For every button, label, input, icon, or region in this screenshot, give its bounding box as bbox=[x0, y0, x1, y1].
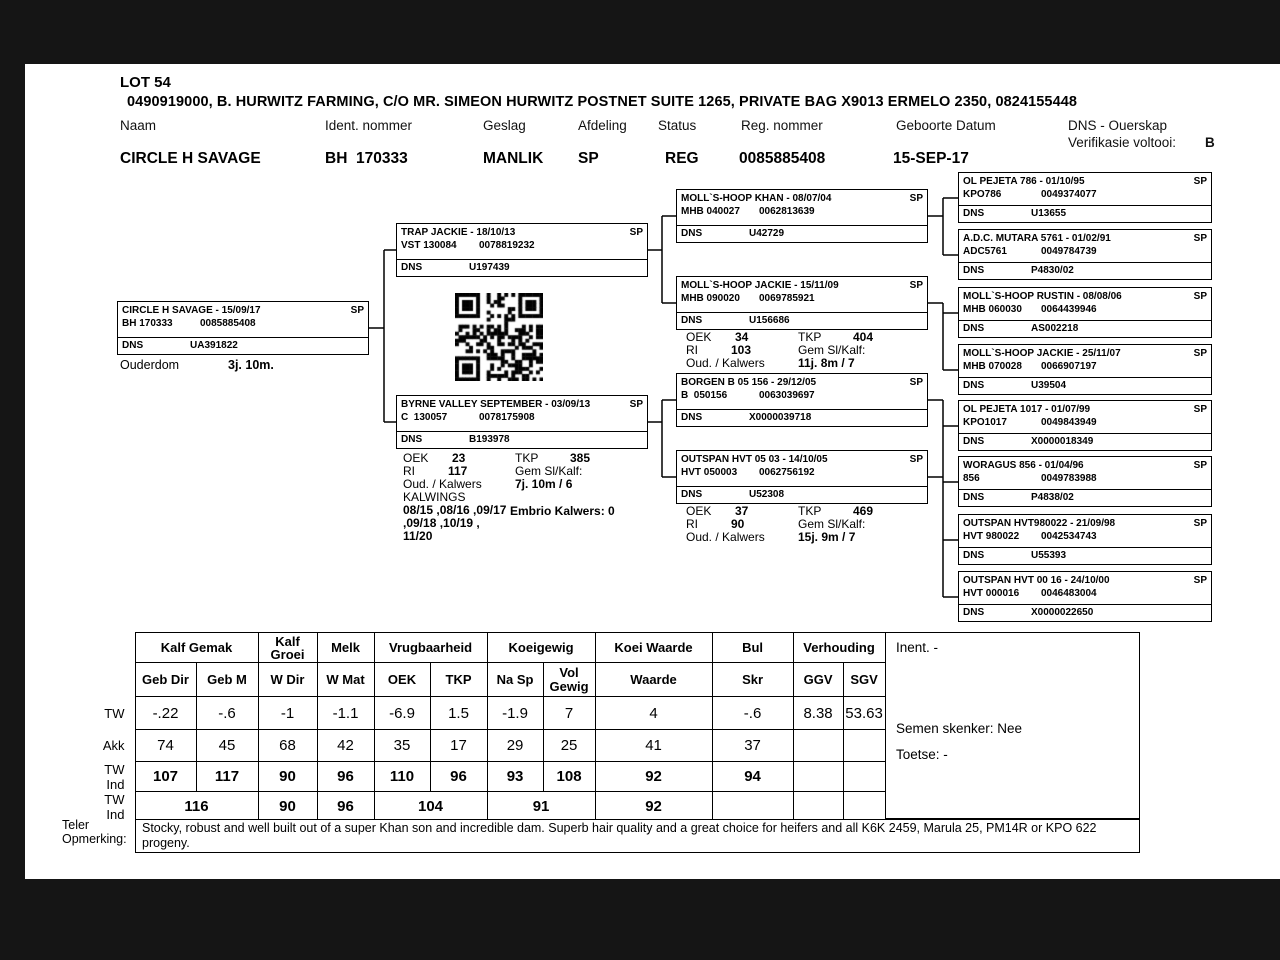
tkp-value: 404 bbox=[853, 330, 874, 344]
ebv-cell: 90 bbox=[258, 792, 317, 822]
oek-label: OEK bbox=[686, 330, 712, 344]
oek-value: 37 bbox=[735, 504, 749, 518]
dns-value: UA391822 bbox=[190, 339, 238, 351]
sp-badge: SP bbox=[1193, 291, 1207, 302]
pedigree-box-ggp-1 bbox=[958, 172, 1212, 223]
animal-id: KPO786 bbox=[963, 188, 1002, 200]
breeder-remark-text: Stocky, robust and well built out of a super Khan son and incredible dam. Superb hair quality and a great choice for heifers and all K6K 2459, Marula 25, PM14R or KPO 622 progeny. bbox=[135, 819, 1140, 853]
label-ident-nommer: Ident. nommer bbox=[325, 118, 413, 133]
label-geboorte-datum: Geboorte Datum bbox=[896, 118, 996, 133]
pedigree-box-ggp-6 bbox=[958, 456, 1212, 507]
dns-label: DNS bbox=[963, 322, 985, 334]
remark-label-line1: Teler bbox=[62, 818, 90, 832]
dns-label: DNS bbox=[963, 549, 985, 561]
dns-label: DNS bbox=[963, 435, 985, 447]
ouderdom-value: 3j. 10m. bbox=[228, 358, 274, 372]
ebv-group-header: Kalf Gemak bbox=[135, 633, 258, 663]
dns-value: U42729 bbox=[749, 227, 785, 239]
animal-reg: 0085885408 bbox=[200, 317, 256, 329]
animal-reg: 0069785921 bbox=[759, 292, 815, 304]
value-status: REG bbox=[665, 150, 699, 167]
oek-value: 23 bbox=[452, 451, 466, 465]
ri-label: RI bbox=[686, 517, 698, 531]
sp-badge: SP bbox=[909, 193, 923, 204]
ebv-cell bbox=[793, 730, 843, 762]
label-afdeling: Afdeling bbox=[578, 118, 627, 133]
animal-id: MHB 090020 bbox=[681, 292, 740, 304]
ebv-cell: -6.9 bbox=[374, 697, 430, 730]
pedigree-box-ggp-8 bbox=[958, 571, 1212, 622]
ebv-cell: 92 bbox=[595, 762, 712, 792]
animal-name: A.D.C. MUTARA 5761 - 01/02/91 bbox=[963, 233, 1111, 244]
animal-id: MHB 070028 bbox=[963, 360, 1022, 372]
letterbox-bottom bbox=[0, 879, 1280, 960]
ebv-group-header: Koei Waarde bbox=[595, 633, 712, 663]
remark-label bbox=[62, 818, 127, 846]
ebv-group-header: Vrugbaarheid bbox=[374, 633, 487, 663]
ebv-group-header: Melk bbox=[317, 633, 374, 663]
sp-badge: SP bbox=[909, 377, 923, 388]
ebv-cell bbox=[843, 730, 885, 762]
animal-name: BYRNE VALLEY SEPTEMBER - 03/09/13 bbox=[401, 399, 591, 410]
dns-label: DNS bbox=[963, 491, 985, 503]
pedigree-box-gp-dam-sire bbox=[676, 373, 928, 427]
ebv-cell: 91 bbox=[487, 792, 595, 822]
gem-label: Gem Sl/Kalf: bbox=[798, 517, 866, 531]
label-reg-nommer: Reg. nommer bbox=[741, 118, 823, 133]
ebv-cell: 96 bbox=[317, 792, 374, 822]
ebv-row-label: TW Ind bbox=[104, 761, 125, 792]
label-status: Status bbox=[658, 118, 697, 133]
ebv-cell: 8.38 bbox=[793, 697, 843, 730]
animal-reg: 0042534743 bbox=[1041, 530, 1097, 542]
animal-name: MOLL`S-HOOP JACKIE - 25/11/07 bbox=[963, 348, 1121, 359]
ebv-cell: 4 bbox=[595, 697, 712, 730]
pedigree-box-gp-sire-dam bbox=[676, 276, 928, 330]
animal-id: C 130057 bbox=[401, 411, 448, 423]
dns-value: X0000022650 bbox=[1031, 606, 1094, 618]
ebv-group-header: Kalf Groei bbox=[258, 633, 317, 663]
gem-label: Gem Sl/Kalf: bbox=[515, 464, 583, 478]
animal-reg: 0078819232 bbox=[479, 239, 535, 251]
dam-stats bbox=[403, 452, 590, 491]
sp-badge: SP bbox=[1193, 460, 1207, 471]
ebv-cell: 41 bbox=[595, 730, 712, 762]
ebv-cell: -1.9 bbox=[487, 697, 543, 730]
animal-reg: 0062756192 bbox=[759, 466, 815, 478]
animal-id: HVT 050003 bbox=[681, 466, 738, 478]
ebv-col-header: Na Sp bbox=[487, 663, 543, 697]
ebv-cell: -1 bbox=[258, 697, 317, 730]
owner-address-line: 0490919000, B. HURWITZ FARMING, C/O MR. SIMEON HURWITZ POSTNET SUITE 1265, PRIVATE BAG X9013 ERMELO 2350, 0824155448 bbox=[127, 94, 1078, 110]
oud-value: 15j. 9m / 7 bbox=[798, 530, 856, 544]
ebv-cell: 96 bbox=[317, 762, 374, 792]
value-naam: CIRCLE H SAVAGE bbox=[120, 150, 261, 167]
sp-badge: SP bbox=[350, 305, 364, 316]
ebv-cell: 53.63 bbox=[843, 697, 885, 730]
animal-name: CIRCLE H SAVAGE - 15/09/17 bbox=[122, 305, 261, 316]
animal-id: VST 130084 bbox=[401, 239, 457, 251]
verifikasie-value: B bbox=[1205, 135, 1215, 150]
ebv-cell bbox=[843, 762, 885, 792]
dns-value: X0000018349 bbox=[1031, 435, 1094, 447]
ebv-cell bbox=[712, 792, 793, 822]
animal-name: MOLL`S-HOOP JACKIE - 15/11/09 bbox=[681, 280, 839, 291]
ebv-cell: -.6 bbox=[712, 697, 793, 730]
pedigree-box-subject bbox=[117, 301, 369, 355]
ebv-cell: 45 bbox=[196, 730, 258, 762]
sp-badge: SP bbox=[629, 227, 643, 238]
label-geslag: Geslag bbox=[483, 118, 526, 133]
ebv-cell: 92 bbox=[595, 792, 712, 822]
animal-name: OUTSPAN HVT 05 03 - 14/10/05 bbox=[681, 454, 828, 465]
dns-label: DNS bbox=[963, 207, 985, 219]
dns-value: U52308 bbox=[749, 488, 785, 500]
ebv-col-header: W Dir bbox=[258, 663, 317, 697]
pedigree-box-dam bbox=[396, 395, 648, 449]
dns-label: DNS bbox=[401, 433, 423, 445]
tkp-label: TKP bbox=[798, 330, 822, 344]
dns-label: DNS bbox=[122, 339, 144, 351]
dns-label: DNS bbox=[681, 411, 703, 423]
animal-reg: 0049374077 bbox=[1041, 188, 1097, 200]
gp-dam-dam-stats bbox=[686, 505, 873, 544]
ebv-group-header: Koeigewig bbox=[487, 633, 595, 663]
ebv-cell: -1.1 bbox=[317, 697, 374, 730]
ebv-cell: 104 bbox=[374, 792, 487, 822]
ebv-col-header: Geb Dir bbox=[135, 663, 196, 697]
oek-value: 34 bbox=[735, 330, 749, 344]
animal-id: HVT 000016 bbox=[963, 587, 1020, 599]
ebv-cell: 94 bbox=[712, 762, 793, 792]
dns-value: U55393 bbox=[1031, 549, 1067, 561]
tkp-label: TKP bbox=[515, 451, 539, 465]
animal-id: HVT 980022 bbox=[963, 530, 1020, 542]
pedigree-box-gp-dam-dam bbox=[676, 450, 928, 504]
dns-label: DNS bbox=[681, 227, 703, 239]
animal-name: OL PEJETA 1017 - 01/07/99 bbox=[963, 404, 1091, 415]
value-geboorte-datum: 15-SEP-17 bbox=[893, 150, 969, 167]
ebv-cell: 96 bbox=[430, 762, 487, 792]
ebv-cell: -.6 bbox=[196, 697, 258, 730]
animal-id: BH 170333 bbox=[122, 317, 173, 329]
dns-value: AS002218 bbox=[1031, 322, 1079, 334]
lot-number: LOT 54 bbox=[120, 74, 171, 91]
toetse-line: Toetse: - bbox=[896, 747, 948, 762]
ebv-cell: 25 bbox=[543, 730, 595, 762]
sp-badge: SP bbox=[1193, 404, 1207, 415]
info-panel bbox=[885, 632, 1140, 819]
oud-value: 11j. 8m / 7 bbox=[798, 356, 855, 370]
animal-reg: 0049783988 bbox=[1041, 472, 1097, 484]
sp-badge: SP bbox=[629, 399, 643, 410]
dns-value: P4830/02 bbox=[1031, 264, 1074, 276]
letterbox-left bbox=[0, 64, 25, 879]
value-ident-nommer: BH 170333 bbox=[325, 150, 408, 167]
value-geslag: MANLIK bbox=[483, 150, 544, 167]
animal-reg: 0049843949 bbox=[1041, 416, 1097, 428]
inent-line: Inent. - bbox=[896, 640, 939, 655]
label-verifikasie: Verifikasie voltooi: bbox=[1068, 135, 1177, 150]
dns-value: B193978 bbox=[469, 433, 510, 445]
ebv-cell: 116 bbox=[135, 792, 258, 822]
animal-id: MHB 060030 bbox=[963, 303, 1022, 315]
ri-value: 117 bbox=[448, 464, 468, 478]
ebv-cell: 93 bbox=[487, 762, 543, 792]
dns-label: DNS bbox=[681, 314, 703, 326]
ri-value: 103 bbox=[731, 343, 752, 357]
pedigree-box-sire bbox=[396, 223, 648, 277]
pedigree-box-ggp-7 bbox=[958, 514, 1212, 565]
animal-name: OUTSPAN HVT 00 16 - 24/10/00 bbox=[963, 575, 1110, 586]
ebv-row-label: TW Ind bbox=[104, 791, 125, 822]
sp-badge: SP bbox=[1193, 348, 1207, 359]
label-naam: Naam bbox=[120, 118, 157, 133]
animal-reg: 0049784739 bbox=[1041, 245, 1097, 257]
kalwings-block bbox=[403, 491, 506, 543]
animal-id: 856 bbox=[963, 472, 980, 484]
sp-badge: SP bbox=[1193, 233, 1207, 244]
ebv-cell: 110 bbox=[374, 762, 430, 792]
ri-value: 90 bbox=[731, 517, 745, 531]
dns-label: DNS bbox=[963, 264, 985, 276]
dns-label: DNS bbox=[963, 606, 985, 618]
ebv-cell: 42 bbox=[317, 730, 374, 762]
ebv-cell: 74 bbox=[135, 730, 196, 762]
oud-label: Oud. / Kalwers bbox=[686, 356, 765, 370]
animal-reg: 0066907197 bbox=[1041, 360, 1097, 372]
ebv-cell: 68 bbox=[258, 730, 317, 762]
dns-value: U39504 bbox=[1031, 379, 1067, 391]
semen-skenker-line: Semen skenker: Nee bbox=[896, 721, 1023, 736]
ebv-col-header: SGV bbox=[843, 663, 885, 697]
kalwings-dates: ,09/18 ,10/19 , bbox=[403, 516, 480, 530]
ebv-row-label: TW bbox=[104, 705, 125, 721]
ebv-cell: 108 bbox=[543, 762, 595, 792]
gem-label: Gem Sl/Kalf: bbox=[798, 343, 866, 357]
ebv-cell: 107 bbox=[135, 762, 196, 792]
value-afdeling: SP bbox=[578, 150, 599, 167]
kalwings-label: KALWINGS bbox=[403, 490, 466, 504]
dns-value: X0000039718 bbox=[749, 411, 812, 423]
ebv-col-header: Vol Gewig bbox=[543, 663, 595, 697]
embrio-kalwers: Embrio Kalwers: 0 bbox=[510, 504, 615, 518]
animal-id: MHB 040027 bbox=[681, 205, 740, 217]
ebv-col-header: W Mat bbox=[317, 663, 374, 697]
animal-reg: 0046483004 bbox=[1041, 587, 1097, 599]
animal-id: KPO1017 bbox=[963, 416, 1007, 428]
animal-name: OUTSPAN HVT980022 - 21/09/98 bbox=[963, 518, 1116, 529]
animal-id: B 050156 bbox=[681, 389, 728, 401]
dns-value: U156686 bbox=[749, 314, 790, 326]
tkp-label: TKP bbox=[798, 504, 822, 518]
animal-reg: 0078175908 bbox=[479, 411, 535, 423]
pedigree-box-ggp-5 bbox=[958, 400, 1212, 451]
kalwings-dates: 08/15 ,08/16 ,09/17 bbox=[403, 503, 507, 517]
ebv-cell: 29 bbox=[487, 730, 543, 762]
letterbox-top bbox=[0, 0, 1280, 64]
animal-name: BORGEN B 05 156 - 29/12/05 bbox=[681, 377, 817, 388]
ebv-table bbox=[87, 632, 886, 822]
animal-id: ADC5761 bbox=[963, 245, 1007, 257]
animal-name: MOLL`S-HOOP RUSTIN - 08/08/06 bbox=[963, 291, 1122, 302]
ebv-col-header: GGV bbox=[793, 663, 843, 697]
oud-value: 7j. 10m / 6 bbox=[515, 477, 573, 491]
label-dns-ouerskap: DNS - Ouerskap bbox=[1068, 118, 1168, 133]
ebv-cell: 35 bbox=[374, 730, 430, 762]
remark-label-line2: Opmerking: bbox=[62, 832, 127, 846]
pedigree-box-ggp-3 bbox=[958, 287, 1212, 338]
sp-badge: SP bbox=[1193, 176, 1207, 187]
sp-badge: SP bbox=[909, 280, 923, 291]
pedigree-box-gp-sire-sire bbox=[676, 189, 928, 243]
sp-badge: SP bbox=[1193, 518, 1207, 529]
oek-label: OEK bbox=[686, 504, 712, 518]
sp-badge: SP bbox=[1193, 575, 1207, 586]
ebv-cell bbox=[843, 792, 885, 822]
ebv-col-header: Waarde bbox=[595, 663, 712, 697]
sp-badge: SP bbox=[909, 454, 923, 465]
ouderdom-label: Ouderdom bbox=[120, 358, 180, 372]
ebv-col-header: Skr bbox=[712, 663, 793, 697]
animal-name: MOLL`S-HOOP KHAN - 08/07/04 bbox=[681, 193, 832, 204]
tkp-value: 385 bbox=[570, 451, 591, 465]
ouderdom-line bbox=[120, 358, 274, 372]
ebv-col-header: TKP bbox=[430, 663, 487, 697]
animal-reg: 0064439946 bbox=[1041, 303, 1097, 315]
pedigree-box-ggp-2 bbox=[958, 229, 1212, 280]
ebv-cell: 1.5 bbox=[430, 697, 487, 730]
dns-label: DNS bbox=[681, 488, 703, 500]
ebv-cell bbox=[793, 762, 843, 792]
tkp-value: 469 bbox=[853, 504, 874, 518]
ebv-col-header: Geb M bbox=[196, 663, 258, 697]
qr-code bbox=[455, 293, 543, 381]
ebv-group-header: Bul bbox=[712, 633, 793, 663]
dns-value: U13655 bbox=[1031, 207, 1067, 219]
animal-reg: 0062813639 bbox=[759, 205, 815, 217]
animal-name: TRAP JACKIE - 18/10/13 bbox=[401, 227, 516, 238]
dns-value: U197439 bbox=[469, 261, 510, 273]
ri-label: RI bbox=[403, 464, 415, 478]
ebv-row-label: Akk bbox=[102, 738, 125, 753]
animal-name: OL PEJETA 786 - 01/10/95 bbox=[963, 176, 1085, 187]
oek-label: OEK bbox=[403, 451, 429, 465]
dns-label: DNS bbox=[401, 261, 423, 273]
dns-value: P4838/02 bbox=[1031, 491, 1074, 503]
ebv-col-header: OEK bbox=[374, 663, 430, 697]
kalwings-dates: 11/20 bbox=[403, 529, 433, 543]
gp-sire-dam-stats bbox=[686, 331, 873, 370]
animal-name: WORAGUS 856 - 01/04/96 bbox=[963, 460, 1084, 471]
ebv-cell: 17 bbox=[430, 730, 487, 762]
ebv-cell: 90 bbox=[258, 762, 317, 792]
oud-label: Oud. / Kalwers bbox=[686, 530, 765, 544]
ebv-cell: 7 bbox=[543, 697, 595, 730]
animal-reg: 0063039697 bbox=[759, 389, 815, 401]
ebv-cell: -.22 bbox=[135, 697, 196, 730]
pedigree-box-ggp-4 bbox=[958, 344, 1212, 395]
ebv-cell bbox=[793, 792, 843, 822]
ri-label: RI bbox=[686, 343, 698, 357]
value-reg-nommer: 0085885408 bbox=[739, 150, 826, 167]
ebv-cell: 37 bbox=[712, 730, 793, 762]
ebv-group-header: Verhouding bbox=[793, 633, 885, 663]
ebv-cell: 117 bbox=[196, 762, 258, 792]
dns-label: DNS bbox=[963, 379, 985, 391]
oud-label: Oud. / Kalwers bbox=[403, 477, 482, 491]
